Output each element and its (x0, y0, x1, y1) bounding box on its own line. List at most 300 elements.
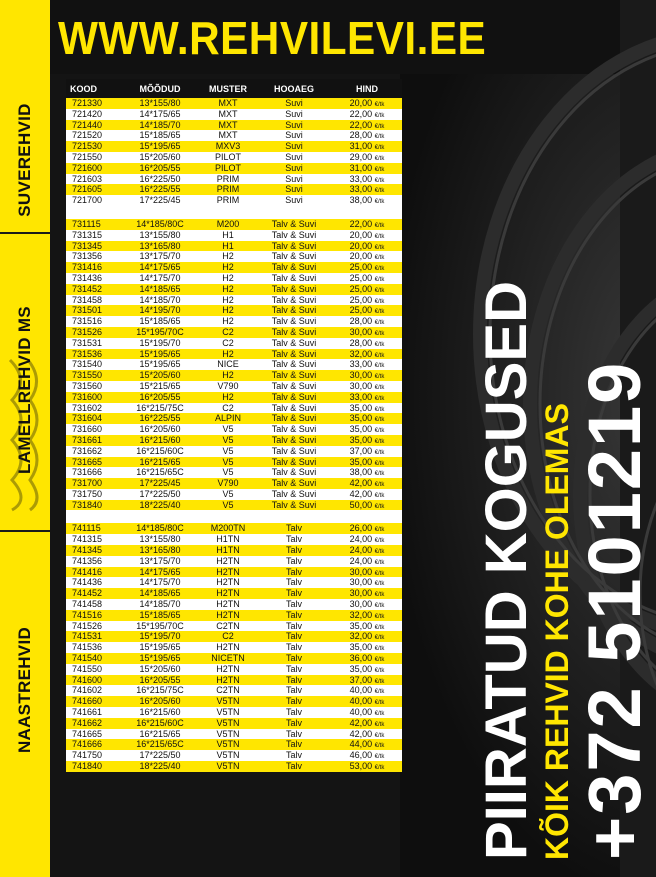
cell-hooaeg: Talv (285, 739, 302, 750)
cell-kood: 731345 (72, 240, 103, 251)
cell-hind (332, 653, 402, 664)
cell-moodud: 15*205/60 (139, 370, 181, 381)
cell-kood: 731604 (72, 413, 103, 424)
table-row (66, 750, 402, 761)
cell-moodud: 14*185/70 (139, 599, 181, 610)
section-divider (0, 232, 50, 234)
cell-moodud: 18*225/40 (139, 761, 181, 772)
cell-hooaeg: Talv (285, 728, 302, 739)
price-value: 30,00 (349, 566, 373, 577)
price-unit: €/tk (374, 123, 385, 130)
cell-kood: 741550 (72, 663, 103, 674)
cell-muster: H1TN (216, 545, 240, 556)
cell-hind (332, 262, 402, 273)
cell-moodud: 15*195/70 (139, 631, 181, 642)
cell-hooaeg: Talv (285, 685, 302, 696)
price-value: 30,00 (349, 599, 373, 610)
cell-hooaeg: Talv & Suvi (271, 434, 317, 445)
table-row (66, 435, 402, 446)
cell-muster: H2 (222, 251, 234, 262)
cell-moodud: 15*195/65 (139, 348, 181, 359)
cell-muster: V790 (217, 478, 239, 489)
price-unit: €/tk (374, 417, 385, 424)
table-row (66, 370, 402, 381)
cell-kood: 741436 (72, 577, 103, 588)
table-row (66, 467, 402, 478)
cell-hind (332, 523, 402, 534)
cell-muster: H2 (222, 305, 234, 316)
price-value: 32,00 (349, 631, 373, 642)
cell-kood: 741526 (72, 620, 103, 631)
cell-hooaeg: Talv & Suvi (271, 370, 317, 381)
cell-moodud: 16*215/65 (139, 728, 181, 739)
cell-moodud: 14*195/70 (139, 305, 181, 316)
cell-hooaeg: Talv (285, 696, 302, 707)
price-unit: €/tk (374, 667, 385, 674)
price-unit: €/tk (374, 581, 385, 588)
cell-muster: PRIM (216, 184, 240, 195)
cell-kood: 731540 (72, 359, 103, 370)
table-row (66, 262, 402, 273)
cell-hind (332, 349, 402, 360)
cell-muster: C2TN (216, 620, 240, 631)
cell-hooaeg: Talv & Suvi (271, 305, 317, 316)
price-unit: €/tk (374, 711, 385, 718)
price-value: 33,00 (349, 184, 373, 195)
cell-hind (332, 761, 402, 772)
cell-hind (332, 284, 402, 295)
price-unit: €/tk (374, 363, 385, 370)
price-value: 24,00 (349, 555, 373, 566)
cell-moodud: 14*175/70 (139, 577, 181, 588)
price-value: 26,00 (349, 523, 373, 534)
cell-muster: PRIM (216, 195, 240, 206)
cell-kood: 731602 (72, 402, 103, 413)
cell-moodud: 14*185/80C (136, 523, 184, 534)
price-value: 25,00 (349, 262, 373, 273)
table-row (66, 295, 402, 306)
table-row (66, 120, 402, 131)
price-unit: €/tk (374, 592, 385, 599)
cell-hind (332, 251, 402, 262)
cell-kood: 741540 (72, 653, 103, 664)
price-unit: €/tk (374, 689, 385, 696)
cell-hind (332, 707, 402, 718)
price-unit: €/tk (374, 482, 385, 489)
price-value: 25,00 (349, 272, 373, 283)
cell-kood: 721600 (72, 162, 103, 173)
cell-muster: C2 (222, 337, 234, 348)
cell-hooaeg: Talv (285, 534, 302, 545)
cell-hind (332, 338, 402, 349)
table-row (66, 174, 402, 185)
price-value: 20,00 (349, 240, 373, 251)
cell-kood: 731560 (72, 380, 103, 391)
cell-hooaeg: Talv & Suvi (271, 326, 317, 337)
price-unit: €/tk (374, 145, 385, 152)
cell-kood: 741840 (72, 761, 103, 772)
cell-moodud: 14*175/65 (139, 262, 181, 273)
cell-hooaeg: Suvi (285, 98, 303, 108)
cell-hooaeg: Talv & Suvi (271, 424, 317, 435)
cell-hooaeg: Talv & Suvi (271, 467, 317, 478)
price-unit: €/tk (374, 428, 385, 435)
cell-hooaeg: Talv & Suvi (271, 478, 317, 489)
cell-kood: 721520 (72, 130, 103, 141)
price-value: 33,00 (349, 391, 373, 402)
cell-kood: 721440 (72, 119, 103, 130)
price-unit: €/tk (374, 732, 385, 739)
cell-muster: H2 (222, 294, 234, 305)
cell-hind (332, 370, 402, 381)
cell-hooaeg: Talv & Suvi (271, 456, 317, 467)
cell-moodud: 14*175/70 (139, 272, 181, 283)
cell-hooaeg: Suvi (285, 119, 303, 130)
table-row (66, 675, 402, 686)
cell-moodud: 15*195/70 (139, 337, 181, 348)
cell-muster: V5TN (216, 761, 240, 772)
price-value: 25,00 (349, 305, 373, 316)
cell-moodud: 17*225/45 (139, 478, 181, 489)
cell-hind (332, 219, 402, 230)
price-value: 28,00 (349, 337, 373, 348)
cell-moodud: 16*225/55 (139, 413, 181, 424)
cell-kood: 731536 (72, 348, 103, 359)
phone-number[interactable]: +372 5101219 (573, 360, 656, 860)
header-hind: HIND (356, 83, 378, 94)
cell-moodud: 15*195/70C (136, 326, 184, 337)
price-value: 24,00 (349, 545, 373, 556)
table-row (66, 163, 402, 174)
price-unit: €/tk (374, 721, 385, 728)
cell-hind (332, 631, 402, 642)
cell-muster: H2 (222, 262, 234, 273)
table-row (66, 195, 402, 206)
table-body (66, 98, 402, 772)
price-unit: €/tk (374, 438, 385, 445)
price-unit: €/tk (374, 374, 385, 381)
price-unit: €/tk (374, 570, 385, 577)
price-unit: €/tk (374, 134, 385, 141)
cell-hooaeg: Talv & Suvi (271, 380, 317, 391)
cell-muster: H2TN (216, 663, 240, 674)
price-value: 35,00 (349, 402, 373, 413)
promo-headline: PIIRATUD KOGUSED (474, 281, 539, 860)
table-row (66, 545, 402, 556)
cell-hooaeg: Talv & Suvi (271, 251, 317, 262)
table-row (66, 685, 402, 696)
cell-moodud: 14*185/65 (139, 588, 181, 599)
table-row (66, 664, 402, 675)
cell-muster: PRIM (216, 173, 240, 184)
price-unit: €/tk (374, 646, 385, 653)
cell-hind (332, 273, 402, 284)
cell-hooaeg: Suvi (285, 195, 303, 206)
table-row (66, 184, 402, 195)
section-label-studded: NAASTREHVID (15, 626, 34, 754)
price-unit: €/tk (374, 244, 385, 251)
cell-moodud: 13*155/80 (139, 229, 181, 240)
cell-muster: H2TN (216, 674, 240, 685)
price-unit: €/tk (374, 112, 385, 119)
cell-hooaeg: Talv & Suvi (271, 391, 317, 402)
cell-moodud: 13*165/80 (139, 545, 181, 556)
price-value: 25,00 (349, 294, 373, 305)
cell-moodud: 15*205/60 (139, 663, 181, 674)
price-value: 20,00 (349, 251, 373, 262)
cell-hind (332, 729, 402, 740)
price-value: 30,00 (349, 577, 373, 588)
price-value: 35,00 (349, 663, 373, 674)
header-moodud: MÕÕDUD (139, 83, 181, 94)
table-row (66, 653, 402, 664)
price-value: 37,00 (349, 674, 373, 685)
cell-kood: 721550 (72, 151, 103, 162)
cell-hind (332, 98, 402, 109)
price-unit: €/tk (374, 102, 385, 108)
section-label-summer: SUVEREHVID (15, 103, 34, 217)
cell-hooaeg: Talv (285, 717, 302, 728)
cell-kood: 721605 (72, 184, 103, 195)
price-value: 24,00 (349, 534, 373, 545)
cell-muster: V5 (222, 488, 234, 499)
cell-hind (332, 327, 402, 338)
cell-kood: 741315 (72, 534, 103, 545)
cell-kood: 741345 (72, 545, 103, 556)
price-value: 20,00 (349, 98, 373, 108)
cell-moodud: 15*195/65 (139, 359, 181, 370)
price-value: 30,00 (349, 380, 373, 391)
cell-hind (332, 230, 402, 241)
cell-moodud: 14*185/80C (136, 218, 184, 229)
table-row (66, 642, 402, 653)
cell-hind (332, 109, 402, 120)
price-unit: €/tk (374, 233, 385, 240)
cell-kood: 721603 (72, 173, 103, 184)
price-value: 35,00 (349, 434, 373, 445)
price-unit: €/tk (374, 613, 385, 620)
cell-hooaeg: Talv & Suvi (271, 294, 317, 305)
price-value: 30,00 (349, 370, 373, 381)
promo-block (475, 100, 655, 860)
header-hooaeg: HOOAEG (273, 83, 314, 94)
cell-muster: V5 (222, 467, 234, 478)
cell-kood: 731526 (72, 326, 103, 337)
price-value: 37,00 (349, 445, 373, 456)
table-row (66, 631, 402, 642)
cell-kood: 731750 (72, 488, 103, 499)
cell-kood: 731452 (72, 283, 103, 294)
price-unit: €/tk (374, 449, 385, 456)
cell-kood: 721530 (72, 141, 103, 152)
section-label-lamell: LAMELLREHVID MS (15, 306, 34, 474)
cell-hind (332, 567, 402, 578)
cell-kood: 741115 (72, 523, 101, 534)
price-unit: €/tk (374, 538, 385, 545)
table-row (66, 130, 402, 141)
cell-moodud: 14*175/65 (139, 566, 181, 577)
price-value: 40,00 (349, 707, 373, 718)
cell-hind (332, 556, 402, 567)
price-value: 42,00 (349, 728, 373, 739)
cell-kood: 721420 (72, 108, 103, 119)
header-muster: MUSTER (209, 83, 247, 94)
table-header (66, 79, 402, 98)
price-value: 50,00 (349, 499, 373, 510)
cell-hind (332, 739, 402, 750)
cell-hind (332, 664, 402, 675)
cell-kood: 731516 (72, 316, 103, 327)
cell-hooaeg: Talv (285, 577, 302, 588)
price-value: 32,00 (349, 348, 373, 359)
table-row (66, 500, 402, 511)
cell-moodud: 16*215/60C (136, 717, 184, 728)
price-unit: €/tk (374, 395, 385, 402)
cell-hind (332, 381, 402, 392)
price-unit: €/tk (374, 549, 385, 556)
cell-hind (332, 446, 402, 457)
price-unit: €/tk (374, 222, 385, 229)
table-row (66, 219, 402, 230)
cell-moodud: 16*215/65 (139, 456, 181, 467)
price-value: 31,00 (349, 141, 373, 152)
price-value: 29,00 (349, 151, 373, 162)
cell-muster: H2TN (216, 577, 240, 588)
table-row (66, 251, 402, 262)
cell-muster: MXT (218, 108, 238, 119)
price-unit: €/tk (374, 177, 385, 184)
price-unit: €/tk (374, 765, 385, 772)
cell-hooaeg: Talv (285, 620, 302, 631)
cell-kood: 731501 (72, 305, 103, 316)
table-row (66, 359, 402, 370)
cell-kood: 731666 (72, 467, 103, 478)
table-row (66, 349, 402, 360)
cell-hooaeg: Talv & Suvi (271, 283, 317, 294)
cell-hooaeg: Talv (285, 545, 302, 556)
cell-hind (332, 152, 402, 163)
table-row (66, 305, 402, 316)
cell-moodud: 14*185/65 (139, 283, 181, 294)
cell-kood: 741665 (72, 728, 103, 739)
group-spacer (66, 510, 402, 523)
cell-moodud: 15*195/65 (139, 642, 181, 653)
cell-muster: V5 (222, 499, 234, 510)
table-row (66, 567, 402, 578)
cell-kood: 721700 (72, 195, 103, 206)
cell-hind (332, 534, 402, 545)
price-value: 40,00 (349, 685, 373, 696)
table-row (66, 98, 402, 109)
table-row (66, 338, 402, 349)
table-row (66, 718, 402, 729)
cell-hooaeg: Suvi (285, 184, 303, 195)
cell-hooaeg: Talv & Suvi (271, 316, 317, 327)
price-value: 20,00 (349, 229, 373, 240)
price-value: 33,00 (349, 173, 373, 184)
cell-hind (332, 174, 402, 185)
cell-moodud: 16*215/60 (139, 707, 181, 718)
cell-hind (332, 359, 402, 370)
cell-muster: H2TN (216, 642, 240, 653)
cell-moodud: 16*215/65C (136, 467, 184, 478)
cell-moodud: 15*195/65 (139, 141, 181, 152)
price-value: 33,00 (349, 359, 373, 370)
cell-hooaeg: Talv & Suvi (271, 218, 317, 229)
cell-hind (332, 457, 402, 468)
cell-hooaeg: Talv (285, 761, 302, 772)
site-title[interactable]: WWW.REHVILEVI.EE (58, 12, 487, 64)
price-unit: €/tk (374, 199, 385, 206)
price-value: 36,00 (349, 653, 373, 664)
cell-hind (332, 435, 402, 446)
table-row (66, 316, 402, 327)
cell-kood: 731600 (72, 391, 103, 402)
cell-muster: NICETN (211, 653, 245, 664)
cell-muster: V5TN (216, 728, 240, 739)
cell-moodud: 16*205/60 (139, 424, 181, 435)
price-value: 32,00 (349, 609, 373, 620)
cell-hind (332, 141, 402, 152)
cell-hind (332, 621, 402, 632)
table-row (66, 534, 402, 545)
cell-kood: 741536 (72, 642, 103, 653)
table-row (66, 729, 402, 740)
price-unit: €/tk (374, 166, 385, 173)
price-table (66, 79, 402, 772)
cell-hind (332, 685, 402, 696)
cell-moodud: 13*155/80 (139, 534, 181, 545)
price-value: 30,00 (349, 326, 373, 337)
cell-hooaeg: Talv & Suvi (271, 402, 317, 413)
price-unit: €/tk (374, 527, 385, 534)
cell-muster: V5TN (216, 739, 240, 750)
price-value: 35,00 (349, 424, 373, 435)
cell-hind (332, 184, 402, 195)
cell-kood: 741452 (72, 588, 103, 599)
price-value: 42,00 (349, 478, 373, 489)
price-unit: €/tk (374, 155, 385, 162)
cell-kood: 741600 (72, 674, 103, 685)
cell-muster: H2 (222, 391, 234, 402)
cell-kood: 731356 (72, 251, 103, 262)
cell-muster: H2TN (216, 599, 240, 610)
cell-hooaeg: Talv (285, 523, 302, 534)
cell-muster: MXV3 (215, 141, 241, 152)
cell-hooaeg: Talv & Suvi (271, 445, 317, 456)
table-row (66, 621, 402, 632)
cell-hind (332, 305, 402, 316)
cell-kood: 731665 (72, 456, 103, 467)
cell-hooaeg: Suvi (285, 173, 303, 184)
price-value: 28,00 (349, 130, 373, 141)
cell-moodud: 16*205/55 (139, 674, 181, 685)
cell-muster: V5TN (216, 707, 240, 718)
cell-hind (332, 545, 402, 556)
cell-moodud: 16*215/75C (136, 685, 184, 696)
price-value: 22,00 (349, 218, 373, 229)
cell-muster: C2 (222, 631, 234, 642)
cell-hind (332, 489, 402, 500)
price-unit: €/tk (374, 266, 385, 273)
price-value: 42,00 (349, 488, 373, 499)
cell-hind (332, 750, 402, 761)
cell-kood: 731531 (72, 337, 103, 348)
table-row (66, 403, 402, 414)
table-row (66, 392, 402, 403)
table-row (66, 761, 402, 772)
cell-muster: H2TN (216, 609, 240, 620)
